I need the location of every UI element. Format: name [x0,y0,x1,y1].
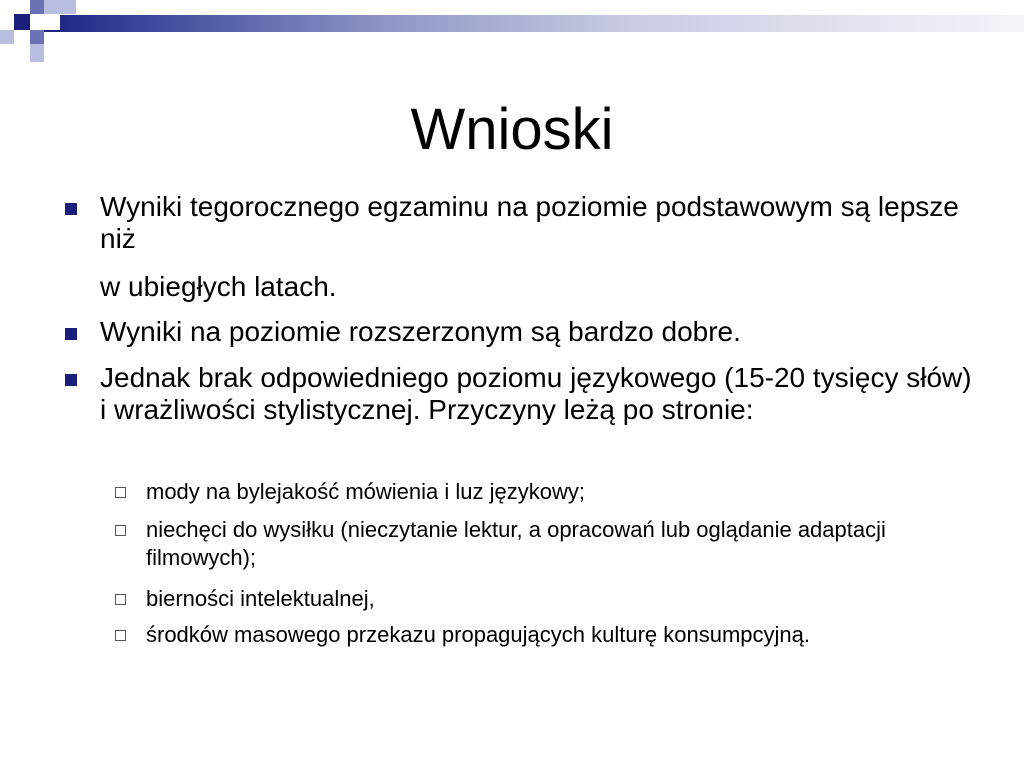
header-square-light-2 [0,30,14,44]
sub-bullet-text-4: środków masowego przekazu propagujących kulturę konsumpcyjną. [146,622,811,647]
bullet-text-1: Wyniki tegorocznego egzaminu na poziomie podstawowym są lepsze niż [100,191,959,254]
header-square-light-3 [30,44,44,62]
bullet-text-2: Wyniki na poziomie rozszerzonym są bardzo dobre. [100,316,741,347]
sub-bullet-text-1: mody na bylejakość mówienia i luz językowy; [146,479,585,504]
bullet-text-3: Jednak brak odpowiedniego poziomu językowego (15-20 tysięcy słów) i wrażliwości stylistycznej. Przyczyny leżą po stronie: [100,362,972,425]
sub-bullet-marker [115,594,126,605]
bullet-marker [65,203,77,215]
bullet-marker [65,374,77,386]
sub-bullet-marker [115,630,126,641]
header-square-mid-2 [30,30,44,44]
slide-title: Wnioski [410,97,614,162]
bullet-marker [65,328,77,340]
header-square-mid [30,0,44,14]
header-square-light [44,0,76,14]
bullet-continuation: w ubiegłych latach. [100,271,337,302]
sub-bullet-text-3: bierności intelektualnej, [146,586,375,611]
sub-bullet-marker [115,525,126,536]
sub-bullet-text-2: niechęci do wysiłku (nieczytanie lektur, a opracowań lub oglądanie adaptacji filmowych); [146,517,886,570]
header-square-white [44,14,60,30]
sub-bullet-marker [115,487,126,498]
header-gradient-bar [44,15,1024,32]
header-square-dark [14,14,30,30]
